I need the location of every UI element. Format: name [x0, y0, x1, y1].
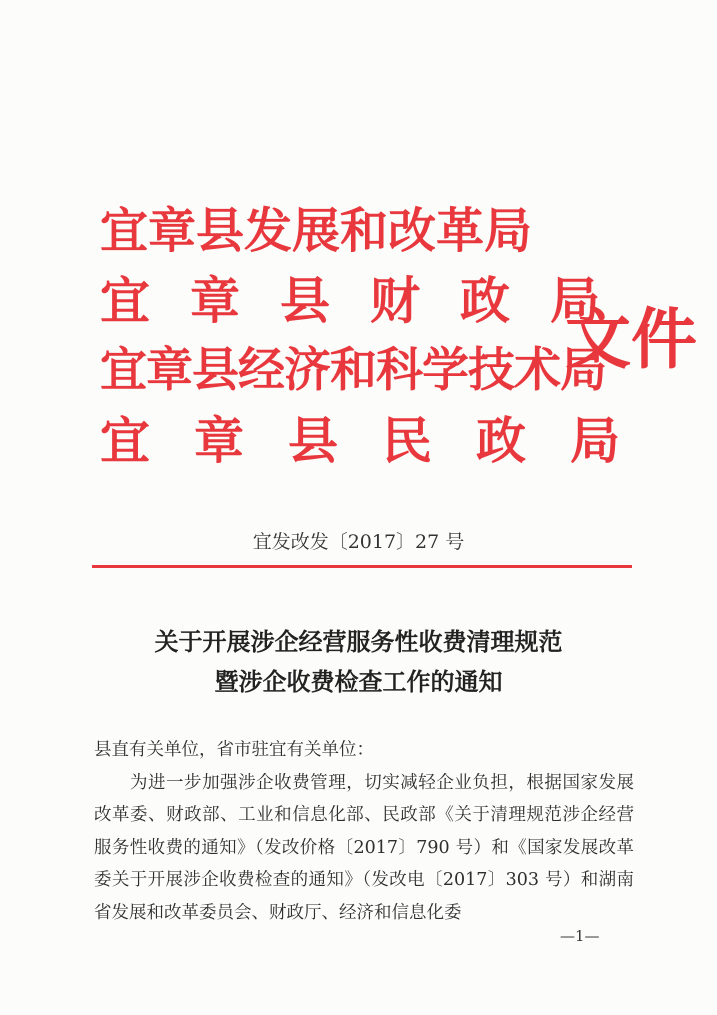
issuer-finance-bureau: 宜章县财政局	[100, 272, 640, 330]
title-line-1: 关于开展涉企经营服务性收费清理规范	[154, 627, 563, 656]
document-body	[94, 734, 634, 929]
issuer-development-reform-bureau: 宜章县发展和改革局	[100, 203, 533, 259]
body-paragraph: 为进一步加强涉企收费管理，切实减轻企业负担，根据国家发展改革委、财政部、工业和信息化部、民政部《关于清理规范涉企经营服务性收费的通知》（发改价格〔2017〕790 号）和《国家发展改革委关于开展涉企收费检查的通知》（发改电〔2017〕303 号）和湖南省发展和改革委员会、财政厅、经济和信息化委	[94, 772, 634, 923]
title-line-2: 暨涉企收费检查工作的通知	[214, 667, 503, 696]
document-title	[0, 622, 717, 702]
issuer-economy-technology-bureau: 宜章县经济和科学技术局	[100, 343, 606, 398]
red-divider-line	[92, 565, 632, 568]
salutation: 县直有关单位，省市驻宜有关单位：	[94, 740, 374, 760]
document-number: 宜发改发〔2017〕27 号	[252, 531, 465, 553]
document-label: 文件	[565, 301, 697, 378]
issuer-civil-affairs-bureau: 宜章县民政局	[100, 412, 664, 470]
page-number: —1—	[560, 927, 600, 945]
